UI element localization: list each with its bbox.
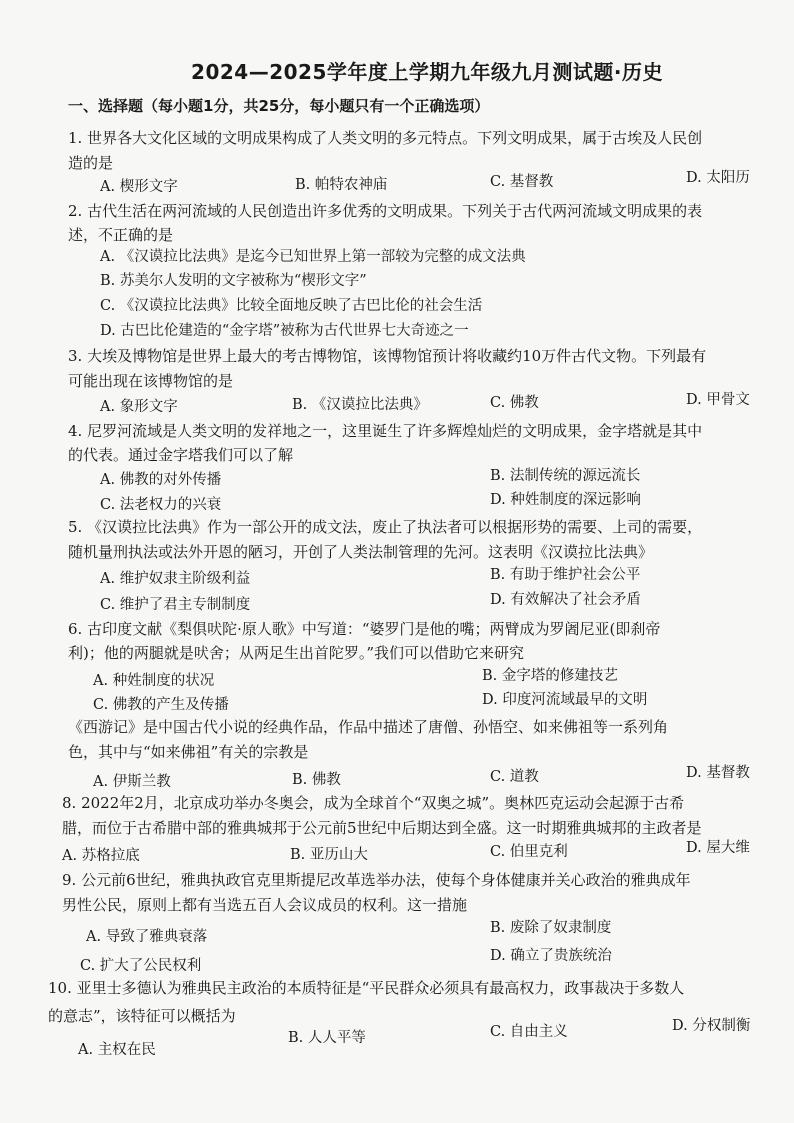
q1-option-b: B. 帕特农神庙 [295,177,388,193]
q5-option-a: A. 维护奴隶主阶级利益 [100,571,251,587]
q4-stem-line1: 4. 尼罗河流域是人类文明的发祥地之一，这里诞生了许多辉煌灿烂的文明成果，金字塔就是其中 [68,422,703,440]
q9-option-b: B. 废除了奴隶制度 [490,920,612,936]
q8-option-a: A. 苏格拉底 [62,848,140,864]
q5-option-b: B. 有助于维护社会公平 [490,567,641,583]
q1-option-d: D. 太阳历 [686,170,750,186]
q6-stem-line2: 利)；他的两腿就是吠舍；从两足生出首陀罗。”我们可以借助它来研究 [68,644,525,662]
q3-stem-line2: 可能出现在该博物馆的是 [68,372,234,390]
q10-stem-line1: 10. 亚里士多德认为雅典民主政治的本质特征是“平民群众必须具有最高权力，政事裁决于多数人 [48,979,685,997]
q10-option-d: D. 分权制衡 [672,1018,751,1034]
q8-option-d: D. 屋大维 [686,840,750,856]
q7-option-c: C. 道教 [490,769,539,785]
q10-stem-line2: 的意志”，该特征可以概括为 [48,1007,236,1025]
q4-option-c: C. 法老权力的兴衰 [100,497,222,513]
q4-option-a: A. 佛教的对外传播 [100,472,222,488]
q2-option-d: D. 古巴比伦建造的“金字塔”被称为古代世界七大奇迹之一 [100,323,469,339]
q8-option-b: B. 亚历山大 [290,847,368,863]
q6-option-b: B. 金字塔的修建技艺 [482,668,618,684]
q7-stem-line2: 色，其中与“如来佛祖”有关的宗教是 [68,743,309,761]
q5-stem-line1: 5. 《汉谟拉比法典》作为一部公开的成文法，废止了执法者可以根据形势的需要、上司的需要， [68,518,703,536]
q8-stem-line1: 8. 2022年2月，北京成功举办冬奥会，成为全球首个“双奥之城”。奥林匹克运动会起源于古希 [62,794,685,812]
q5-stem-line2: 随机量刑执法或法外开恩的陋习，开创了人类法制管理的先河。这表明《汉谟拉比法典》 [68,543,654,561]
q5-option-c: C. 维护了君主专制制度 [100,597,251,613]
q5-option-d: D. 有效解决了社会矛盾 [490,592,641,608]
q9-stem-line2: 男性公民，原则上都有当选五百人会议成员的权利。这一措施 [62,896,468,914]
q2-stem-line1: 2. 古代生活在两河流域的人民创造出许多优秀的文明成果。下列关于古代两河流域文明成果的表 [68,202,703,220]
exam-title: 2024—2025学年度上学期九年级九月测试题·历史 [191,60,663,84]
q1-option-c: C. 基督教 [490,174,554,190]
q1-option-a: A. 楔形文字 [100,179,178,195]
q6-option-c: C. 佛教的产生及传播 [93,697,229,713]
q7-option-a: A. 伊斯兰教 [93,774,171,790]
q2-stem-line2: 述，不正确的是 [68,226,174,244]
q10-option-a: A. 主权在民 [78,1042,156,1058]
section-heading: 一、选择题（每小题1分，共25分，每小题只有一个正确选项） [68,97,490,115]
q4-option-b: B. 法制传统的源远流长 [490,468,641,484]
q1-stem-line2: 造的是 [68,154,114,172]
q1-stem-line1: 1. 世界各大文化区域的文明成果构成了人类文明的多元特点。下列文明成果，属于古埃及人民创 [68,129,703,147]
q7-option-b: B. 佛教 [292,772,341,788]
q2-option-b: B. 苏美尔人发明的文字被称为“楔形文字” [100,273,367,289]
q8-stem-line2: 腊，而位于古希腊中部的雅典城邦于公元前5世纪中后期达到全盛。这一时期雅典城邦的主政者是 [62,819,702,837]
q3-option-d: D. 甲骨文 [686,392,750,408]
q4-option-d: D. 种姓制度的深远影响 [490,492,641,508]
q10-option-c: C. 自由主义 [490,1024,568,1040]
q7-stem-line1: 《西游记》是中国古代小说的经典作品，作品中描述了唐僧、孙悟空、如来佛祖等一系列角 [68,718,669,736]
q6-option-a: A. 种姓制度的状况 [93,673,215,689]
q9-option-c: C. 扩大了公民权利 [80,958,202,974]
q2-option-a: A. 《汉谟拉比法典》是迄今已知世界上第一部较为完整的成文法典 [100,249,526,265]
q3-option-c: C. 佛教 [490,395,539,411]
q6-stem-line1: 6. 古印度文献《梨俱吠陀·原人歌》中写道：“婆罗门是他的嘴；两臂成为罗阇尼亚(即刹帝 [68,620,661,638]
q6-option-d: D. 印度河流域最早的文明 [482,692,648,708]
q8-option-c: C. 伯里克利 [490,844,568,860]
q4-stem-line2: 的代表。通过金字塔我们可以了解 [68,446,294,464]
q10-option-b: B. 人人平等 [288,1030,366,1046]
q3-option-a: A. 象形文字 [100,399,178,415]
q7-option-d: D. 基督教 [686,765,750,781]
q3-option-b: B. 《汉谟拉比法典》 [292,397,428,413]
q9-stem-line1: 9. 公元前6世纪，雅典执政官克里斯提尼改革选举办法，使每个身体健康并关心政治的雅典成年 [62,871,691,889]
q3-stem-line1: 3. 大埃及博物馆是世界上最大的考古博物馆，该博物馆预计将收藏约10万件古代文物。下列最有 [68,347,707,365]
q9-option-a: A. 导致了雅典衰落 [86,929,208,945]
q9-option-d: D. 确立了贵族统治 [490,948,612,964]
q2-option-c: C. 《汉谟拉比法典》比较全面地反映了古巴比伦的社会生活 [100,298,483,314]
